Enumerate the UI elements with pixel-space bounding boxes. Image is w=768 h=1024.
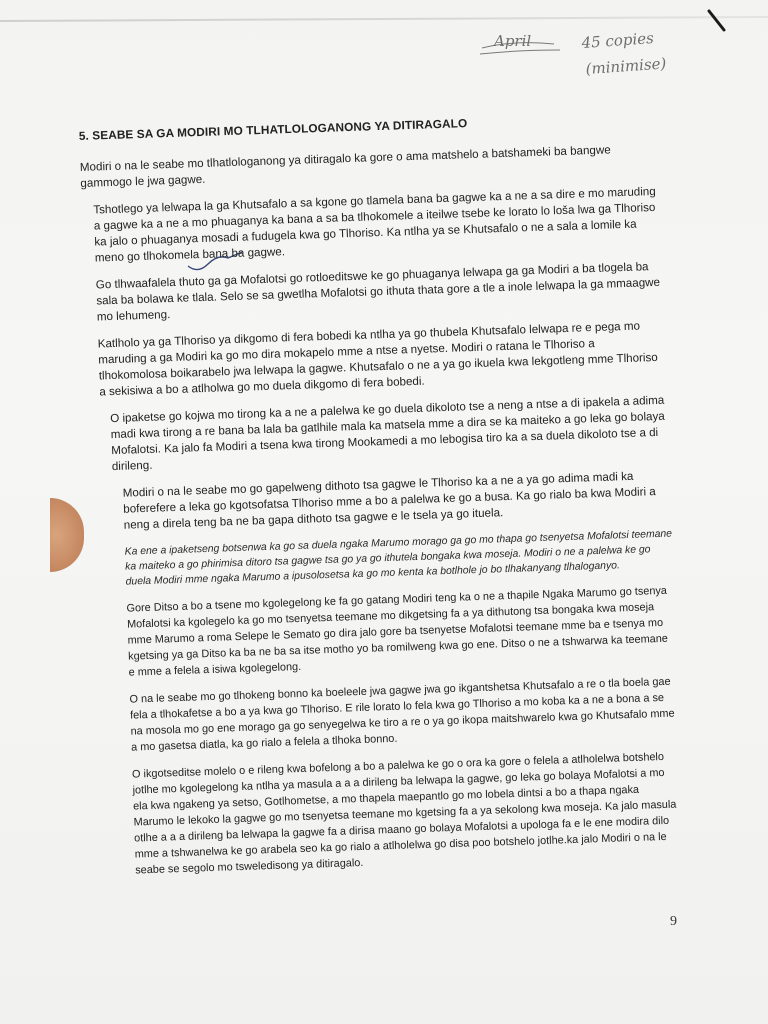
paragraph: O na le seabe mo go tlhokeng bonno ka boeleele jwa gagwe jwa go ikgantshetsa Khutsafalo a re o tla boela gae fela a tlhokafetse a bo a ya kwa go Tlhoriso. E rile lorato lo fela kwa go Tlhoriso a mo koba ka a ne a bona a se na mosola mo go ene morago ga go senyegelwa ke tiro a re o ya go ikopa maitshwarelo kwa go Khutsafalo mme a mo gasetsa diatla, ka go rialo a felela a tlhoka bonno.: [129, 675, 675, 754]
handwritten-note-line1: April: [494, 32, 532, 50]
paragraph: Go tlhwaafalela thuto ga ga Mofalotsi go rotloeditswe ke go phuaganya lelwapa ga ga Modiri a ba tlogela ba sala ba bolawa ke tlala. Selo se sa gwetlha Mofalotsi go ithuta thata gore a tle a inole lelwapa la ga mmaagwe mo lehumeng.: [95, 260, 661, 324]
handwritten-note: [474, 20, 694, 90]
paragraph: Modiri o na le seabe mo tlhatlologanong ya ditiragalo ka gore o ama matshelo a batshameki ba bangwe gammogo le jwa gagwe.: [79, 143, 611, 190]
paragraph: Gore Ditso a bo a tsene mo kgolegelong ke fa go gatang Modiri teng ka o ne a thapile Ngaka Marumo go tsenya Mofalotsi ka kgolegelo ka go mo tsenyetsa teemane mo dikgetsing fa a ya dithutong tsa bongaka kwa moseja mme Marumo a roma Selepe le Semato go dira jalo gore ba tsenyetse Mofalotsi teemane mme ba e tsenya mo kgetsing ya ga Ditso ka ba ne ba sa itse motho yo ba romilweng kwa go ene. Ditso o ne a tshwarwa ka teemane e mme a felela a isiwa kgolegelong.: [126, 584, 669, 679]
corner-mark-icon: [706, 8, 728, 36]
handwritten-note-line2: 45 copies: [581, 28, 655, 52]
page-number: 9: [670, 914, 677, 929]
paragraph: Modiri o na le seabe mo go gapelweng dithoto tsa gagwe le Tlhoriso ka a ne a ya go adima madi ka boferefere a leka go kgotsofatsa Tlhoriso mme a bo a palelwa ke go a busa. Ka go rialo ba kwa Modiri a neng a direla teng ba ne ba gapa dithoto tsa gagwe e le tsela ya go ituela.: [122, 469, 656, 532]
paragraph: Tshotlego ya lelwapa la ga Khutsafalo a sa kgone go tlamela bana ba gagwe ka a ne a sa dire e mo maruding a gagwe ka a ne a mo phuaganya ka bana a sa ba tlhokomele a iteilwe tsebe ke lorato lo loša lwa ga Tlhoriso ka jalo o phuaganya mosadi a fudugela kwa go Tlhoriso. Ka ntlha ya se Khutsafalo o ne a sala a lomile ka meno go tlhokomela bana ba gagwe.: [93, 184, 656, 265]
paragraph: O ikgotseditse molelo o e rileng kwa bofelong a bo a palelwa ke go o ora ka gore o felela a atlholelwa botshelo jotlhe mo kgolegelong ka ntlha ya masula a a a dirileng ba lelwapa la gagwe, go leka go bolaya Mofalotsi a mo ela kwa ngakeng ya setso, Gotlhometse, a mo thapela maepantlo go mo lobela dintsi a bo a thapa ngaka Marumo le lekoko la gagwe go mo tsenyetsa teemane mo kgetsing fa a ya sekolong kwa moseja. Ka jalo masula otlhe a a a dirileng ba lelwapa la gagwe fa a dirisa maano go bolaya Mofalotsi a upologa fa e le ene modira dilo mme a tshwanelwa ke go arabela seo ka go rialo a atlholelwa go disa poo botshelo jotlhe.ka jalo Modiri o na le seabe se segolo mo tsweledisong ya ditiragalo.: [131, 750, 677, 877]
paragraph: O ipaketse go kojwa mo tirong ka a ne a palelwa ke go duela dikoloto tse a neng a ntse a di ipakela a adima madi kwa tirong a re bana ba lala ba gatlhile mala ka matsela mme a dira se ka maiteko a go leka go bolaya Mofalotsi. Ka jalo fa Modiri a tsena kwa tirong Mookamedi a mo lebogisa tiro ka a sa duela dikoloto tse a di dirileng.: [110, 393, 665, 474]
thumb-edge: [50, 498, 84, 572]
paragraph: Katlholo ya ga Tlhoriso ya dikgomo di fera bobedi ka ntlha ya go thubela Khutsafalo lelwapa re e pega mo maruding a ga Modiri ka go mo dira mokapelo mme a ntse a nyetse. Modiri o ratana le Tlhoriso a tlhokomolosa boikarabelo jwa lelwapa la gagwe. Khutsafalo o ne a ya go ikuela kwa lekgotleng mme Tlhoriso a sekisiwa a bo a atlholwa go mo duela dikgomo di fera bobedi.: [97, 319, 658, 399]
handwritten-note-line3: (minimise): [585, 54, 667, 78]
paragraph: Ka ene a ipaketseng botsenwa ka go sa duela ngaka Marumo morago ga go mo thapa go tsenyetsa Mofalotsi teemane ka maiteko a go phirimisa ditoro tsa gagwe tsa go ya go ithutela bongaka kwa moseja. Modiri o ne a palelwa ke go duela Modiri mme ngaka Marumo a ipusolosetsa ka go mo kenta ka botlhole jo bo tlhakanyang tlhaloganyo.: [124, 528, 673, 588]
section-heading: 5. SEABE SA GA MODIRI MO TLHATLOLOGANONG YA DITIRAGALO: [78, 116, 468, 143]
document-body: [78, 91, 684, 891]
